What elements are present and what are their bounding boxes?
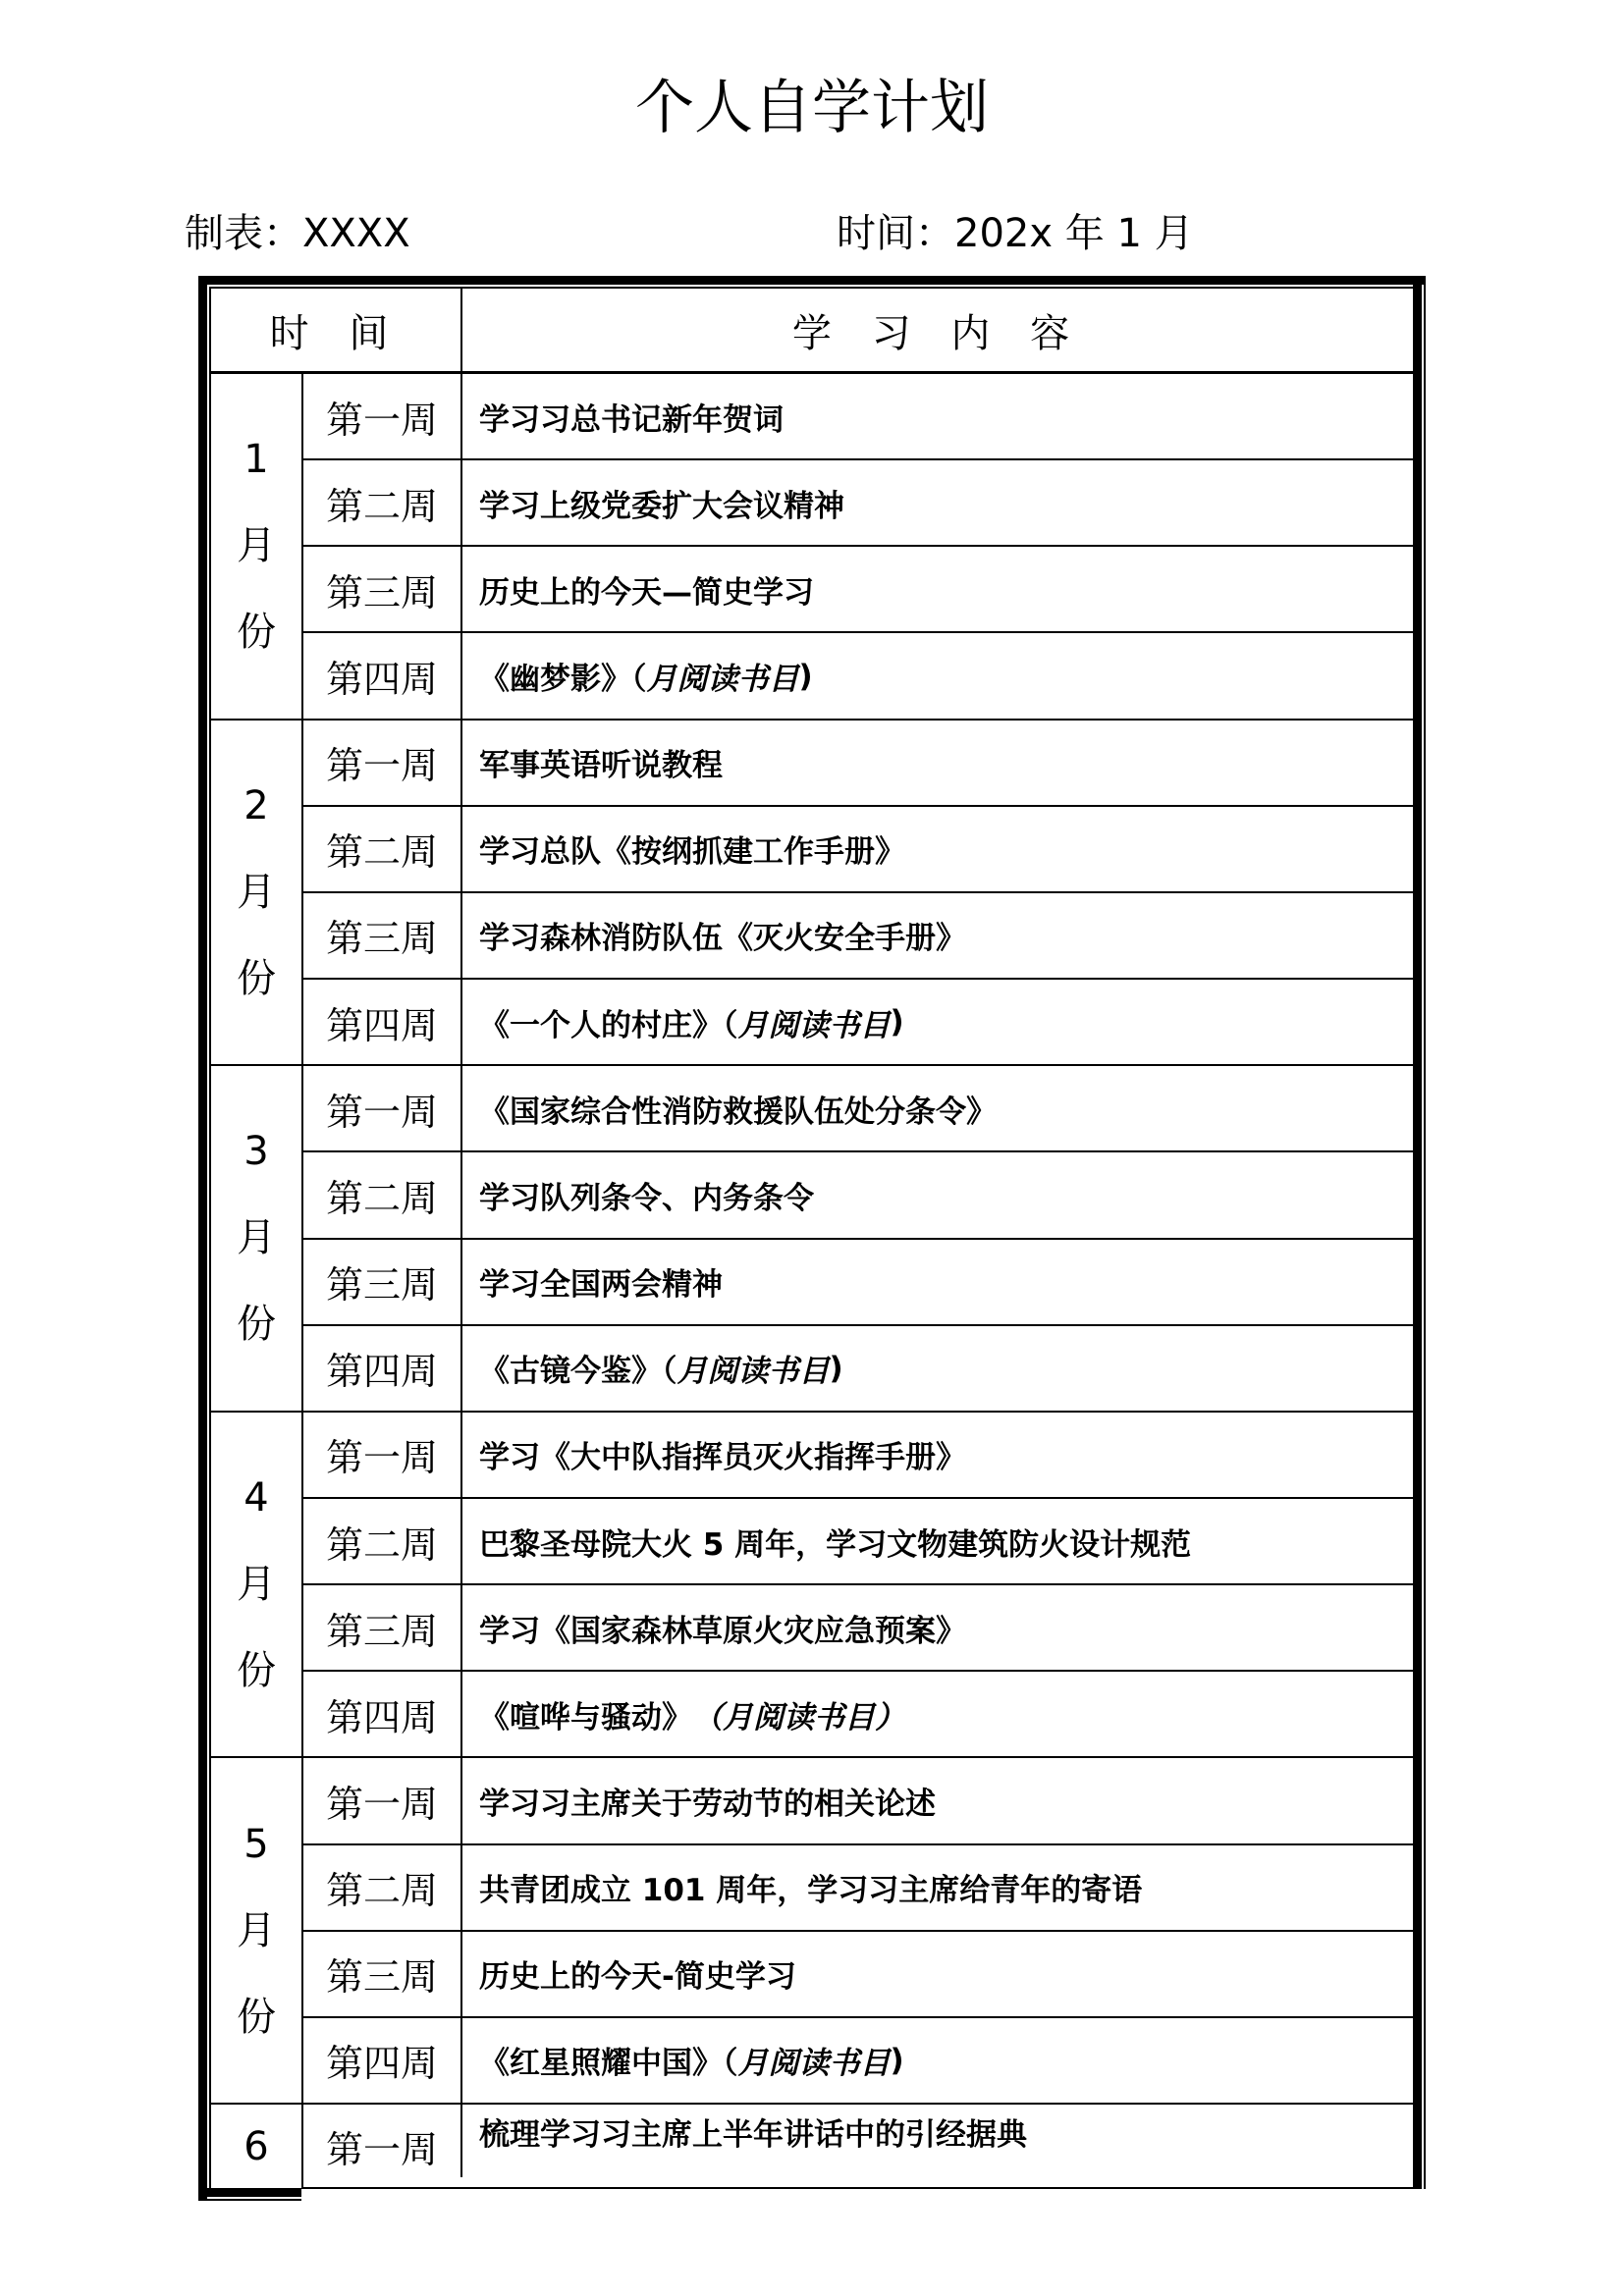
week-label: 第三周 [325, 570, 438, 614]
week-label: 第四周 [325, 2042, 438, 2086]
week-label: 第一周 [325, 1436, 438, 1480]
month-label-char: 份 [237, 1302, 276, 1348]
content-text: 学习森林消防队伍《灭火安全手册》 [479, 921, 966, 957]
reading-list-note: （月阅读书目） [692, 1699, 905, 1735]
content-text: 共青团成立 101 周年，学习习主席给青年的寄语 [479, 1873, 1143, 1909]
content-text: 学习《国家森林草原火灾应急预案》 [479, 1613, 966, 1649]
week-label: 第一周 [325, 2128, 438, 2171]
week-label: 第一周 [325, 398, 438, 442]
month-label-char: 月 [237, 1215, 276, 1261]
table-row-content [462, 1757, 1413, 1843]
table-row-content [462, 1151, 1413, 1238]
week-label: 第二周 [325, 830, 438, 875]
week-label: 第四周 [325, 658, 438, 701]
content-text: 《喧哗与骚动》 [479, 1699, 692, 1735]
table-row-content [462, 1412, 1413, 1498]
table-row-content [462, 1498, 1413, 1584]
month-cell [211, 373, 301, 720]
content-text: 学习全国两会精神 [479, 1267, 723, 1304]
content-text: 学习《大中队指挥员灭火指挥手册》 [479, 1440, 966, 1476]
table-row-content [462, 1239, 1413, 1325]
week-label: 第三周 [325, 1609, 438, 1653]
month-label-char: 5 [244, 1821, 269, 1867]
month-label-char: 6 [244, 2123, 269, 2169]
content-text: 军事英语听说教程 [479, 748, 723, 784]
content-text: 历史上的今天—简史学习 [479, 574, 814, 611]
content-close-paren: ) [798, 658, 813, 694]
week-label: 第三周 [325, 1955, 438, 2000]
week-label: 第二周 [325, 1522, 438, 1567]
week-label: 第一周 [325, 744, 438, 788]
table-row-content [462, 546, 1413, 632]
table-border-right [1413, 285, 1422, 2189]
month-label-char: 份 [237, 610, 276, 656]
month-cell [211, 1757, 301, 2104]
page-title: 个人自学计划 [635, 74, 989, 142]
content-text: 历史上的今天-简史学习 [479, 1959, 796, 1996]
month-label-char: 3 [244, 1129, 269, 1175]
month-label-char: 份 [237, 1994, 276, 2040]
reading-list-note: 月阅读书目 [677, 1354, 830, 1390]
month-label-char: 月 [237, 869, 276, 915]
week-label: 第四周 [325, 1003, 438, 1047]
month-cell [211, 720, 301, 1066]
month-cell [211, 1065, 301, 1412]
month-label-char: 1 [244, 437, 269, 483]
week-label: 第一周 [325, 1090, 438, 1134]
table-border-right-outer [1424, 276, 1426, 2189]
reading-list-note: 月阅读书目 [737, 2046, 891, 2082]
content-text: 学习队列条令、内务条令 [479, 1180, 814, 1216]
month-label-char: 份 [237, 955, 276, 1001]
content-text: 《国家综合性消防救援队伍处分条令》 [479, 1094, 997, 1130]
week-label: 第四周 [325, 1695, 438, 1739]
table-row-content [462, 979, 1413, 1065]
table-row-content [462, 459, 1413, 546]
table-border-left [198, 276, 207, 2200]
week-label: 第四周 [325, 1350, 438, 1394]
month-label-char: 月 [237, 1907, 276, 1953]
content-text: 学习总队《按纲抓建工作手册》 [479, 834, 905, 871]
table-row-content [462, 1065, 1413, 1151]
month-label-char: 月 [237, 1562, 276, 1608]
table-row-content [462, 632, 1413, 719]
maker-label: 制表：XXXX [185, 211, 410, 256]
table-row-content [462, 806, 1413, 892]
table-border-bottom-outer [198, 2199, 301, 2201]
content-text: 《古镜今鉴》（ [479, 1354, 677, 1390]
content-text: 学习习主席关于劳动节的相关论述 [479, 1786, 936, 1822]
content-text: 《幽梦影》（ [479, 662, 647, 697]
table-row-content [462, 2017, 1413, 2104]
month-label-char: 4 [244, 1475, 269, 1522]
table-row-content [462, 1844, 1413, 1931]
month-cell [211, 1412, 301, 1758]
header-content: 学 习 内 容 [791, 311, 1084, 356]
reading-list-note: 月阅读书目 [646, 662, 799, 697]
date-label: 时间：202x 年 1 月 [837, 211, 1194, 256]
month-label-char: 月 [237, 523, 276, 569]
content-text: 巴黎圣母院大火 5 周年，学习文物建筑防火设计规范 [479, 1526, 1192, 1563]
week-label: 第三周 [325, 917, 438, 961]
content-close-paren: ) [890, 2042, 904, 2078]
table-border-top [198, 276, 1426, 285]
table-row-content [462, 373, 1413, 459]
table-row-content [462, 1325, 1413, 1412]
table-row-content [462, 1671, 1413, 1757]
table-row-content [462, 892, 1413, 979]
month-label-char: 2 [244, 782, 269, 828]
month-label-char: 份 [237, 1648, 276, 1694]
content-text: 《红星照耀中国》（ [479, 2046, 738, 2082]
table-row-content [462, 720, 1413, 806]
header-divider [460, 287, 462, 372]
content-text: 学习习总书记新年贺词 [479, 401, 784, 438]
content-text: 学习上级党委扩大会议精神 [479, 488, 844, 524]
week-label: 第一周 [325, 1782, 438, 1826]
table-row-content [462, 2104, 1413, 2189]
row-line [301, 2187, 1413, 2189]
content-close-paren: ) [890, 1004, 904, 1041]
content-text: 《一个人的村庄》（ [479, 1007, 738, 1043]
header-time: 时 间 [269, 311, 403, 356]
table-row-content [462, 1931, 1413, 2017]
reading-list-note: 月阅读书目 [737, 1007, 891, 1043]
week-label: 第二周 [325, 484, 438, 528]
week-label: 第二周 [325, 1869, 438, 1913]
table-row-content [462, 1584, 1413, 1671]
week-label: 第三周 [325, 1263, 438, 1308]
month-cell [211, 2104, 301, 2189]
week-label: 第二周 [325, 1176, 438, 1220]
content-close-paren: ) [829, 1350, 843, 1386]
content-text: 梳理学习习主席上半年讲话中的引经据典 [479, 2117, 1027, 2153]
